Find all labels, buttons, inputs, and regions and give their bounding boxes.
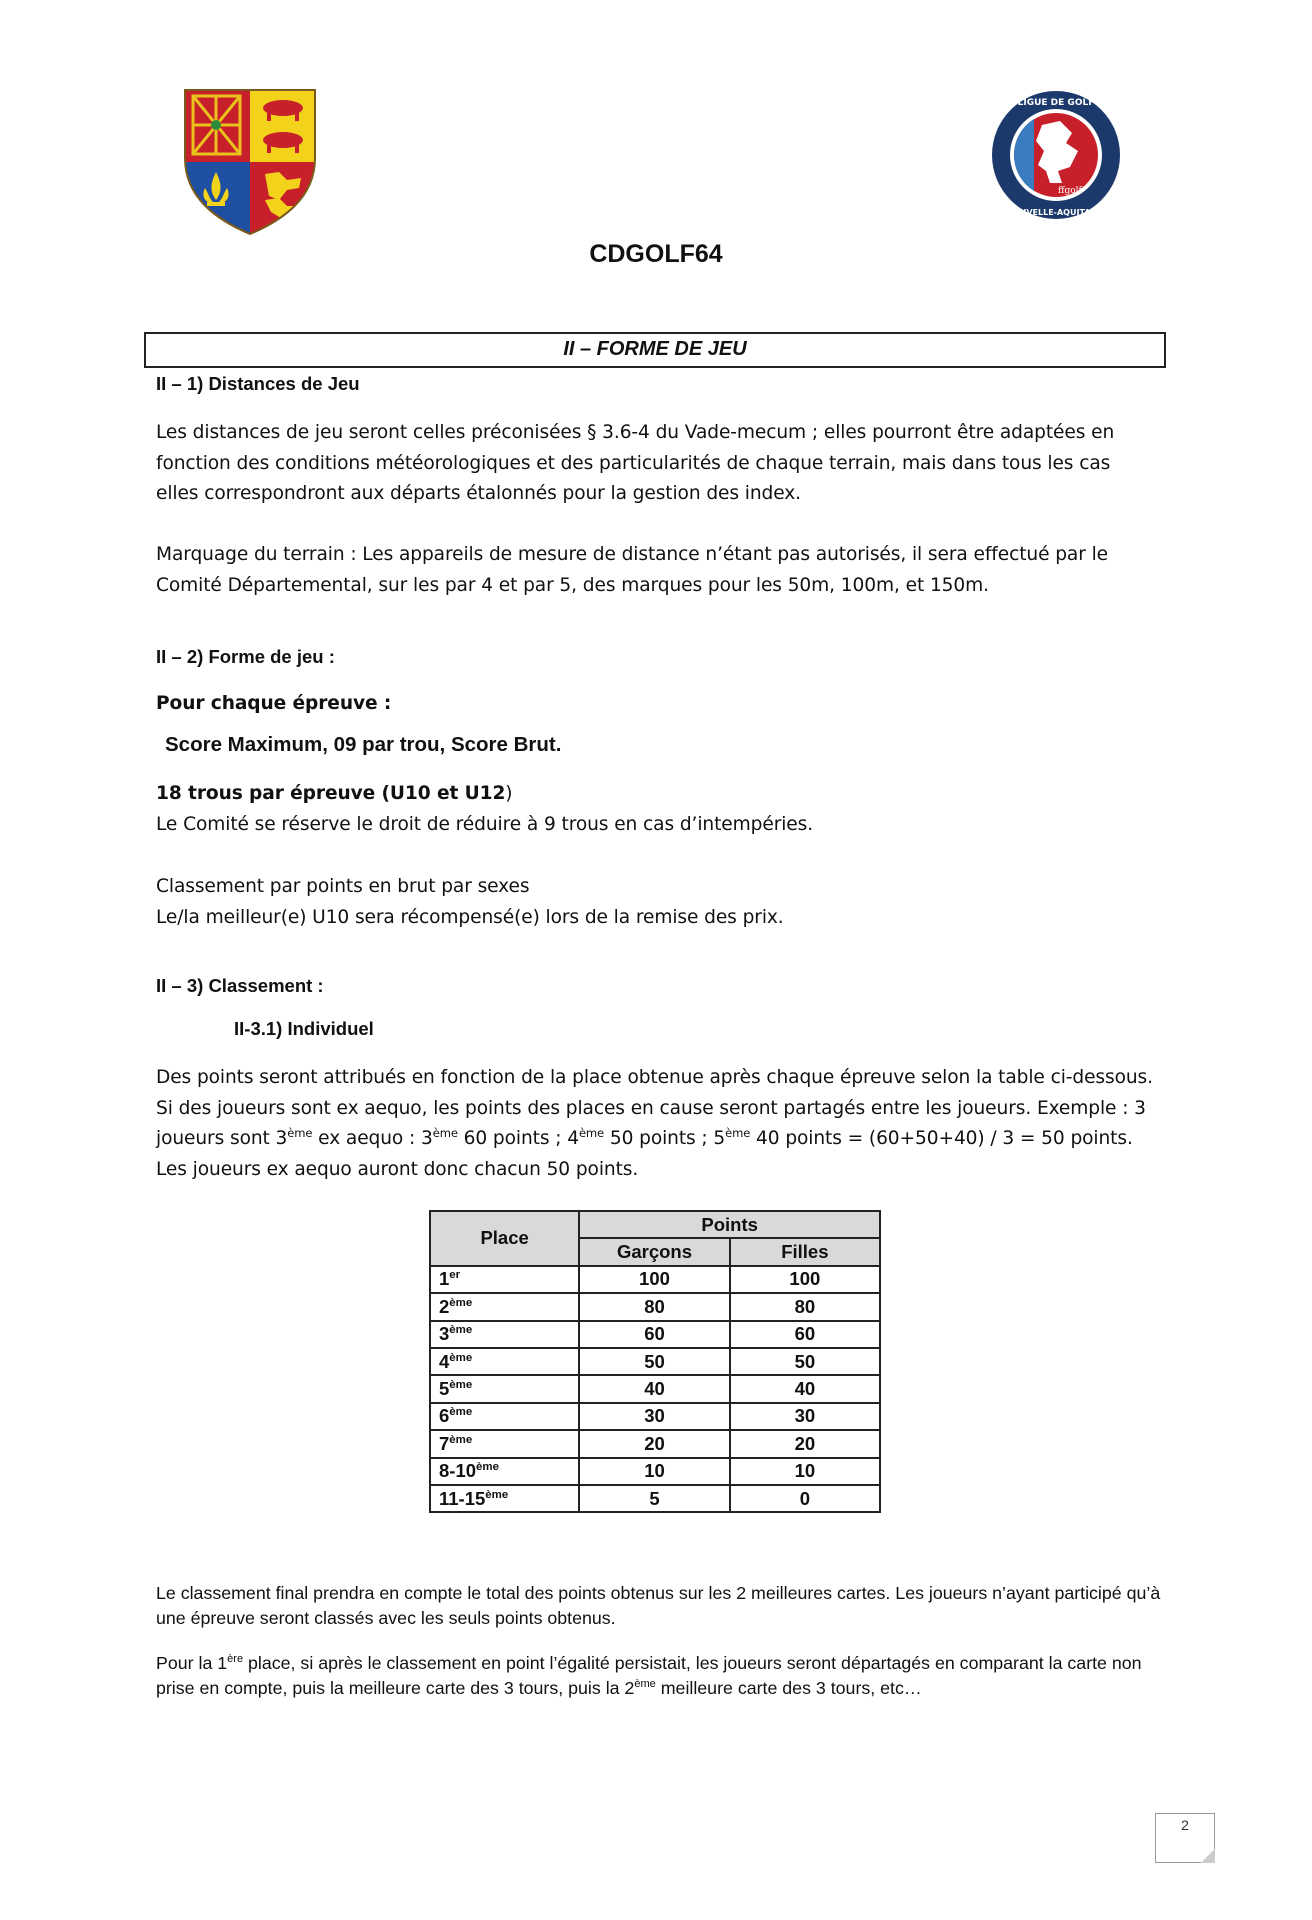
cell-place bbox=[430, 1321, 579, 1348]
u10-note: Le/la meilleur(e) U10 sera récompensé(e) lors de la remise des prix. bbox=[156, 906, 784, 928]
svg-text:ffgolf: ffgolf bbox=[1058, 186, 1082, 196]
heading-distances: II – 1) Distances de Jeu bbox=[156, 373, 360, 394]
place-value: 2 bbox=[439, 1295, 450, 1317]
cell-girls-points: 80 bbox=[730, 1293, 880, 1320]
place-suffix: ème bbox=[449, 1351, 473, 1364]
header-place: Place bbox=[430, 1211, 579, 1266]
paragraph-holes bbox=[156, 779, 1156, 840]
cell-boys-points: 40 bbox=[579, 1375, 729, 1402]
points-sup-1: ème bbox=[287, 1125, 313, 1140]
points-text-b: ex aequo : 3 bbox=[312, 1128, 433, 1149]
final-ranking-note: Le classement final prendra en compte le total des points obtenus sur les 2 meilleures cartes. Les joueurs n’ayant participé qu’à une épreuve seront classés avec les seuls points obtenus. bbox=[156, 1583, 1161, 1628]
cell-place bbox=[430, 1293, 579, 1320]
cell-girls-points: 50 bbox=[730, 1348, 880, 1375]
cell-girls-points: 60 bbox=[730, 1321, 880, 1348]
paragraph-distances bbox=[156, 418, 1156, 510]
tie-break-note bbox=[156, 1651, 1166, 1701]
cell-girls-points: 100 bbox=[730, 1266, 880, 1293]
paragraph-ranking bbox=[156, 872, 1156, 933]
tie-text-c: meilleure carte des 3 tours, etc… bbox=[655, 1678, 922, 1698]
cell-girls-points: 30 bbox=[730, 1403, 880, 1430]
table-row bbox=[430, 1430, 880, 1457]
table-row bbox=[430, 1266, 880, 1293]
place-value: 1 bbox=[439, 1268, 450, 1290]
points-text-c: 60 points ; 4 bbox=[457, 1128, 579, 1149]
page-number bbox=[1155, 1813, 1215, 1863]
ranking-text: Classement par points en brut par sexes bbox=[156, 876, 530, 897]
place-value: 3 bbox=[439, 1323, 450, 1345]
tie-text-b: place, si après le classement en point l’égalité persistait, les joueurs seront départagés en comparant la carte non prise en compte, puis la meilleure carte des 3 tours, puis la 2 bbox=[156, 1653, 1142, 1698]
cell-boys-points: 60 bbox=[579, 1321, 729, 1348]
points-table bbox=[429, 1210, 881, 1513]
points-text-e: 40 points = (60+50+40) / 3 = 50 points. Les joueurs ex aequo auront donc chacun 50 points. bbox=[156, 1128, 1133, 1180]
holes-close-paren: ) bbox=[505, 783, 513, 804]
table-row bbox=[430, 1375, 880, 1402]
heading-individuel: II-3.1) Individuel bbox=[234, 1018, 374, 1039]
cell-place bbox=[430, 1266, 579, 1293]
heading-forme-de-jeu: II – 2) Forme de jeu : bbox=[156, 646, 335, 667]
org-title: CDGOLF64 bbox=[589, 240, 723, 268]
tie-text-a: Pour la 1 bbox=[156, 1653, 228, 1673]
heading-classement: II – 3) Classement : bbox=[156, 975, 324, 996]
place-value: 8-10 bbox=[439, 1460, 477, 1482]
table-row bbox=[430, 1321, 880, 1348]
place-value: 6 bbox=[439, 1405, 450, 1427]
table-row bbox=[430, 1485, 880, 1512]
tie-sup-1: ère bbox=[227, 1653, 244, 1666]
svg-text:LIGUE DE GOLF: LIGUE DE GOLF bbox=[1017, 98, 1095, 108]
place-value: 7 bbox=[439, 1432, 450, 1454]
points-sup-2: ème bbox=[432, 1125, 458, 1140]
place-suffix: ème bbox=[485, 1488, 509, 1501]
cell-place bbox=[430, 1458, 579, 1485]
points-text-a: Des points seront attribués en fonction de la place obtenue après chaque épreuve selon la table ci-dessous. Si des joueurs sont ex aequo, les points des places en cause seront partagés entre les joueurs. Exemple : 3 joueurs sont 3 bbox=[156, 1067, 1153, 1149]
paragraph-marking bbox=[156, 540, 1156, 601]
svg-text:NOUVELLE-AQUITAINE: NOUVELLE-AQUITAINE bbox=[1006, 208, 1106, 217]
cell-place bbox=[430, 1485, 579, 1512]
place-suffix: er bbox=[449, 1269, 461, 1282]
each-event-label: Pour chaque épreuve : bbox=[156, 693, 392, 714]
cell-girls-points: 40 bbox=[730, 1375, 880, 1402]
cell-girls-points: 20 bbox=[730, 1430, 880, 1457]
place-suffix: ème bbox=[476, 1461, 499, 1474]
header-points: Points bbox=[579, 1211, 880, 1238]
points-sup-3: ème bbox=[578, 1125, 605, 1140]
table-row bbox=[430, 1403, 880, 1430]
page-number-label: 2 bbox=[1181, 1817, 1189, 1833]
cell-boys-points: 50 bbox=[579, 1348, 729, 1375]
section-title: II – FORME DE JEU bbox=[563, 338, 747, 360]
table-row bbox=[430, 1293, 880, 1320]
cell-boys-points: 80 bbox=[579, 1293, 729, 1320]
place-value: 4 bbox=[439, 1350, 450, 1372]
table-row bbox=[430, 1348, 880, 1375]
cell-place bbox=[430, 1430, 579, 1457]
holes-bold-text: 18 trous par épreuve (U10 et U12 bbox=[156, 783, 506, 804]
paragraph-points bbox=[156, 1063, 1156, 1185]
holes-note: Le Comité se réserve le droit de réduire à 9 trous en cas d’intempéries. bbox=[156, 813, 814, 835]
cell-place bbox=[430, 1348, 579, 1375]
distances-text: Les distances de jeu seront celles préconisées § 3.6-4 du Vade-mecum ; elles pourront être adaptées en fonction des conditions météorologiques et des particularités de chaque terrain, mais dans tous les cas elles correspondront aux départs étalonnés pour la gestion des index. bbox=[156, 422, 1115, 504]
header-girls: Filles bbox=[730, 1238, 880, 1265]
place-suffix: ème bbox=[449, 1406, 473, 1419]
place-suffix: ème bbox=[449, 1433, 473, 1446]
cell-boys-points: 100 bbox=[579, 1266, 729, 1293]
table-row bbox=[430, 1458, 880, 1485]
tie-sup-2: ème bbox=[634, 1678, 656, 1691]
cell-boys-points: 20 bbox=[579, 1430, 729, 1457]
cell-place bbox=[430, 1375, 579, 1402]
points-sup-4: ème bbox=[725, 1125, 751, 1140]
place-suffix: ème bbox=[449, 1378, 473, 1391]
ligue-golf-logo bbox=[990, 87, 1122, 223]
place-suffix: ème bbox=[449, 1324, 473, 1337]
score-rule: Score Maximum, 09 par trou, Score Brut. bbox=[165, 733, 562, 756]
place-value: 11-15 bbox=[439, 1487, 486, 1509]
cell-boys-points: 10 bbox=[579, 1458, 729, 1485]
marking-text: Marquage du terrain : Les appareils de mesure de distance n’étant pas autorisés, il sera effectué par le Comité Départemental, sur les par 4 et par 5, des marques pour les 50m, 100m, et 150m. bbox=[156, 544, 1108, 596]
points-text-d: 50 points ; 5 bbox=[604, 1128, 726, 1149]
cell-place bbox=[430, 1403, 579, 1430]
place-value: 5 bbox=[439, 1378, 450, 1400]
cell-girls-points: 0 bbox=[730, 1485, 880, 1512]
cell-girls-points: 10 bbox=[730, 1458, 880, 1485]
coat-of-arms-logo bbox=[183, 88, 317, 236]
place-suffix: ème bbox=[449, 1296, 473, 1309]
header-boys: Garçons bbox=[579, 1238, 729, 1265]
cell-boys-points: 30 bbox=[579, 1403, 729, 1430]
cell-boys-points: 5 bbox=[579, 1485, 729, 1512]
